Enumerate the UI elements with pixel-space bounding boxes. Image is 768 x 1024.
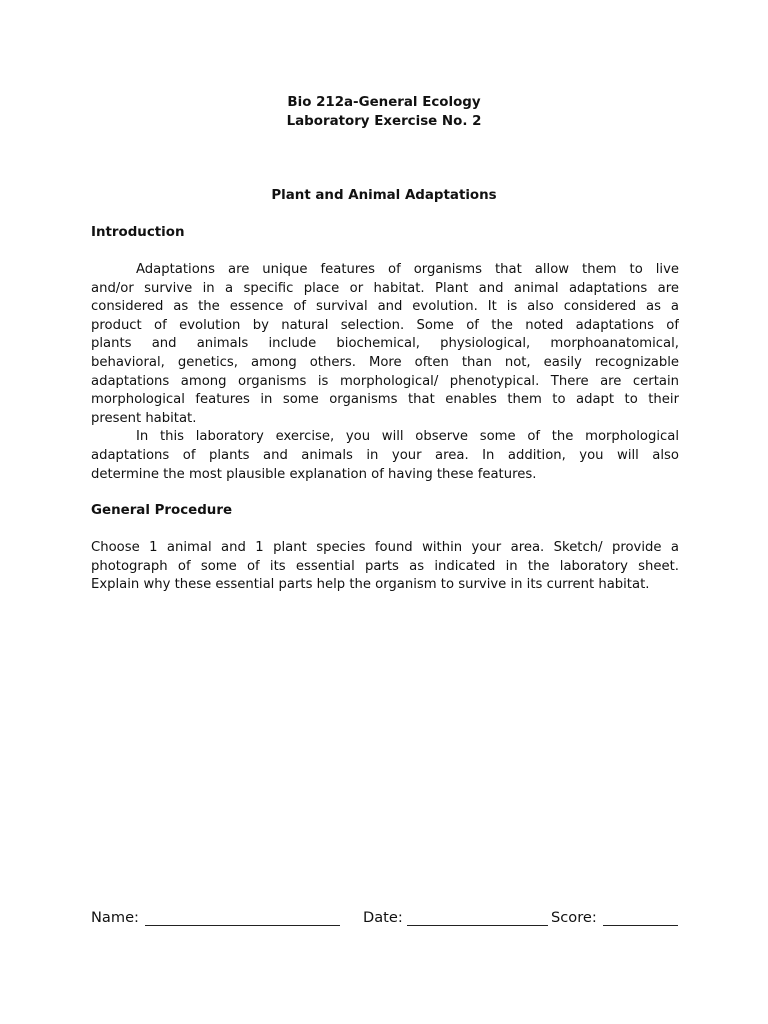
intro-paragraph-2-line: determine the most plausible explanation of having these features. [91,466,537,482]
general-procedure-body [91,539,679,595]
score-label: Score: [551,909,597,926]
course-title: Bio 212a-General Ecology [287,95,481,110]
date-label: Date: [363,909,403,926]
procedure-line: Explain why these essential parts help the organism to survive in its current habitat. [91,577,650,593]
procedure-line: photograph of some of its essential parts as indicated in the laboratory sheet. [91,558,679,574]
introduction-heading: Introduction [91,225,185,240]
intro-paragraph-1-line: morphological features in some organisms that enables them to adapt to their [91,392,679,408]
intro-paragraph-1-line: adaptations among organisms is morphological/ phenotypical. There are certain [91,373,679,389]
introduction-body [91,261,679,484]
intro-paragraph-1-line: behavioral, genetics, among others. More often than not, easily recognizable [91,354,679,370]
procedure-line: Choose 1 animal and 1 plant species found within your area. Sketch/ provide a [91,540,679,555]
exercise-title: Laboratory Exercise No. 2 [286,113,482,129]
intro-paragraph-1-line: Adaptations are unique features of organisms that allow them to live [136,262,679,277]
intro-paragraph-1-line: product of evolution by natural selection. Some of the noted adaptations of [91,317,679,333]
name-label: Name: [91,909,139,926]
name-blank-line [145,925,340,926]
intro-paragraph-1-line: present habitat. [91,410,197,426]
intro-paragraph-2-line: adaptations of plants and animals in your area. In addition, you will also [91,447,679,463]
intro-paragraph-1-line: plants and animals include biochemical, physiological, morphoanatomical, [91,336,679,352]
intro-paragraph-2-line: In this laboratory exercise, you will observe some of the morphological [136,429,679,445]
date-blank-line [407,925,548,926]
intro-paragraph-1-line: and/or survive in a specific place or habitat. Plant and animal adaptations are [91,280,679,296]
score-blank-line [603,925,678,926]
intro-paragraph-1-line: considered as the essence of survival and evolution. It is also considered as a [91,299,679,315]
general-procedure-heading: General Procedure [91,503,233,518]
topic-title: Plant and Animal Adaptations [271,188,497,203]
